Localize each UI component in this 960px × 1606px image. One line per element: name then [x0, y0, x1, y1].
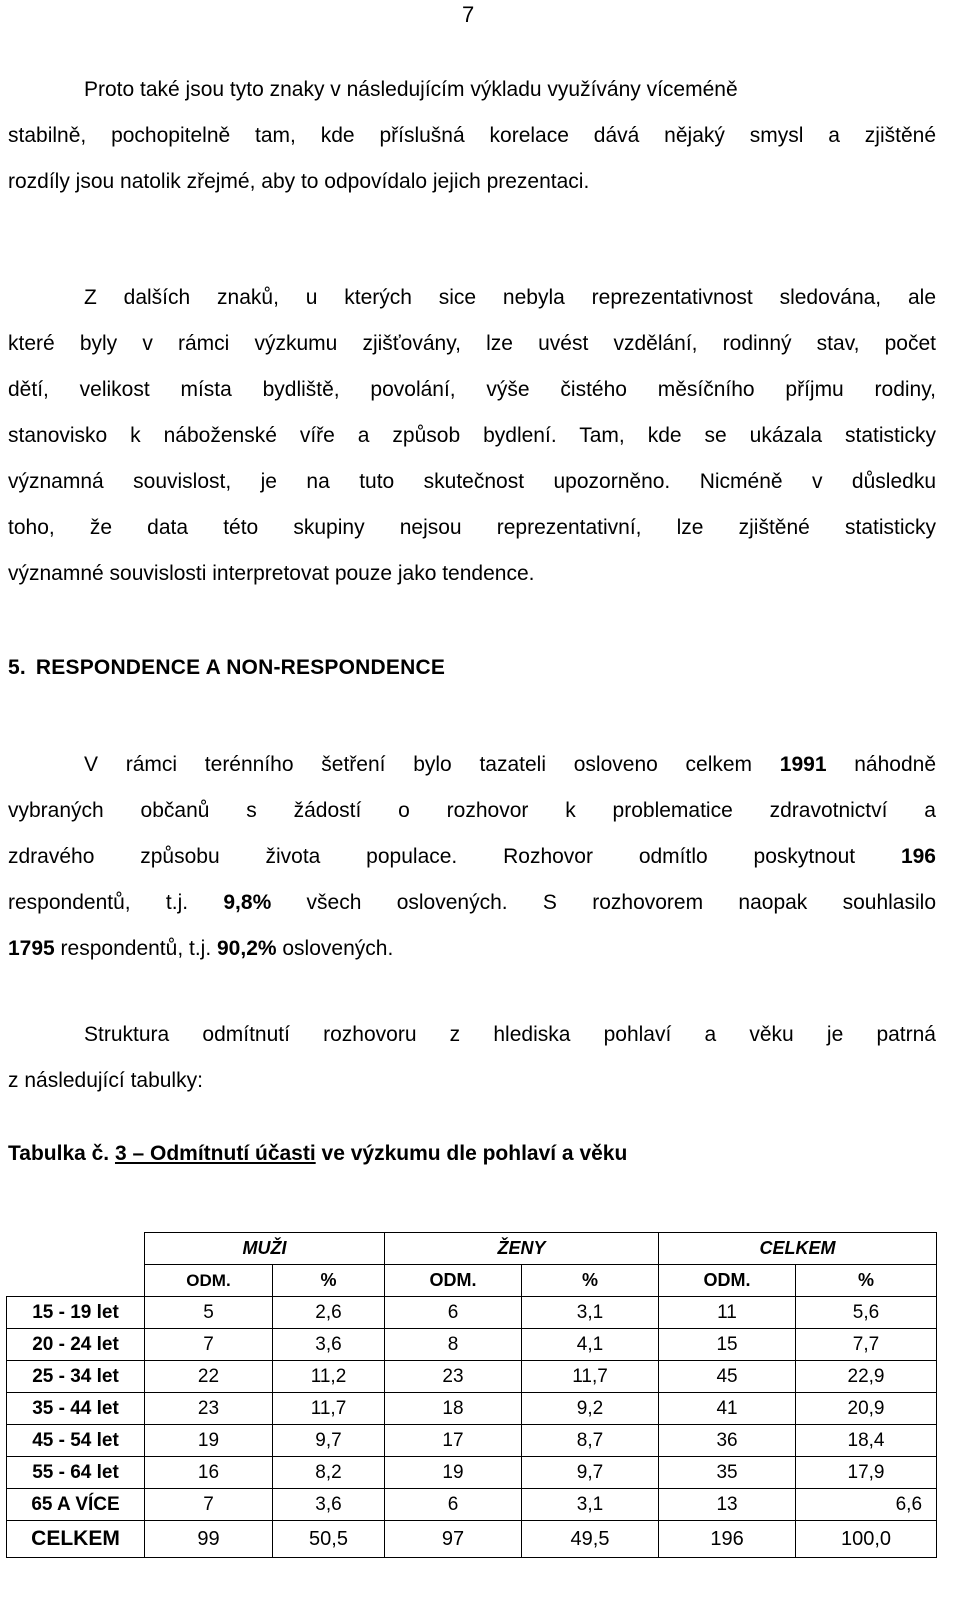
paragraph-line: [8, 926, 936, 972]
paragraph-line: stabilně, pochopitelně tam, kde příslušná korelace dává nějaký smysl a zjištěné: [8, 124, 936, 147]
table-row: [7, 1361, 937, 1393]
row-label: 45 - 54 let: [7, 1425, 145, 1457]
table-cell: 4,1: [522, 1329, 659, 1361]
row-label: 55 - 64 let: [7, 1457, 145, 1489]
row-label: 35 - 44 let: [7, 1393, 145, 1425]
table-cell: 35: [659, 1457, 796, 1489]
table-subheader: ODM.: [145, 1265, 273, 1297]
table-cell: 22,9: [796, 1361, 937, 1393]
row-label: 20 - 24 let: [7, 1329, 145, 1361]
table-cell: 17: [385, 1425, 522, 1457]
paragraph-line: Struktura odmítnutí rozhovoru z hlediska pohlaví a věku je patrná: [84, 1023, 936, 1046]
table-caption: [8, 1142, 627, 1166]
bold-number: 1991: [779, 753, 827, 776]
table-cell: 9,2: [522, 1393, 659, 1425]
table-subheader: %: [522, 1265, 659, 1297]
paragraph-line: vybraných občanů s žádostí o rozhovor k problematice zdravotnictví a: [8, 799, 936, 822]
table-cell: 100,0: [796, 1521, 937, 1558]
table-cell: 5,6: [796, 1297, 937, 1329]
text-run: respondentů, t.j.: [54, 937, 217, 960]
text-run: oslovených.: [276, 937, 394, 960]
table-cell: 6,6: [796, 1489, 937, 1521]
row-label: 25 - 34 let: [7, 1361, 145, 1393]
table-cell: 41: [659, 1393, 796, 1425]
table-cell: 23: [385, 1361, 522, 1393]
bold-number: 9,8%: [223, 891, 272, 914]
caption-underlined: 3 – Odmítnutí účasti: [114, 1142, 316, 1165]
page-number: 7: [462, 2, 475, 27]
paragraph-line: dětí, velikost místa bydliště, povolání, výše čistého měsíčního příjmu rodiny,: [8, 378, 936, 401]
table-cell: 11,7: [522, 1361, 659, 1393]
table-cell: 6: [385, 1489, 522, 1521]
table-group-header-row: [7, 1233, 937, 1265]
table-subheader-row: [7, 1265, 937, 1297]
table-group-header: MUŽI: [145, 1233, 385, 1265]
section-number: 5.: [8, 656, 26, 679]
table-cell: 22: [145, 1361, 273, 1393]
paragraph-other-traits: [8, 275, 936, 597]
paragraph-line: Proto také jsou tyto znaky v následujícím výkladu využívány víceméně: [84, 78, 738, 101]
table-subheader: %: [273, 1265, 385, 1297]
paragraph-line: [8, 880, 936, 926]
table-cell: 3,6: [273, 1489, 385, 1521]
table-row: [7, 1329, 937, 1361]
table-cell: 45: [659, 1361, 796, 1393]
table-cell: 3,6: [273, 1329, 385, 1361]
table-cell: 15: [659, 1329, 796, 1361]
bold-number: 90,2%: [217, 937, 277, 960]
table-cell: 8: [385, 1329, 522, 1361]
table-cell: 7,7: [796, 1329, 937, 1361]
text-run: náhodně: [826, 753, 937, 776]
paragraph-line: [8, 834, 936, 880]
text-run: zdravého způsobu života populace. Rozhovor odmítlo poskytnout: [8, 845, 901, 868]
paragraph-line: Z dalších znaků, u kterých sice nebyla reprezentativnost sledována, ale: [84, 286, 936, 309]
table-cell: 50,5: [273, 1521, 385, 1558]
caption-prefix: Tabulka č.: [8, 1142, 115, 1165]
table-cell: 11,2: [273, 1361, 385, 1393]
table-cell: 16: [145, 1457, 273, 1489]
paragraph-table-intro: [8, 1012, 936, 1104]
table-cell: 8,7: [522, 1425, 659, 1457]
table-cell: 8,2: [273, 1457, 385, 1489]
table-cell: 18: [385, 1393, 522, 1425]
table-row: [7, 1393, 937, 1425]
table-cell: 2,6: [273, 1297, 385, 1329]
refusal-table: [6, 1232, 937, 1558]
paragraph-line: významné souvislosti interpretovat pouze jako tendence.: [8, 562, 535, 585]
table-row: [7, 1425, 937, 1457]
table-subheader: ODM.: [385, 1265, 522, 1297]
paragraph-line: [8, 742, 936, 788]
row-label: 65 A VÍCE: [7, 1489, 145, 1521]
table-row: [7, 1297, 937, 1329]
paragraph-fieldwork: [8, 742, 936, 972]
table-cell: 13: [659, 1489, 796, 1521]
caption-suffix: ve výzkumu dle pohlaví a věku: [315, 1142, 628, 1165]
table-cell: 23: [145, 1393, 273, 1425]
paragraph-line: které byly v rámci výzkumu zjišťovány, lze uvést vzdělání, rodinný stav, počet: [8, 332, 936, 355]
table-cell: 7: [145, 1329, 273, 1361]
table-subheader: ODM.: [659, 1265, 796, 1297]
table-corner-cell: [7, 1233, 145, 1297]
table-cell: 36: [659, 1425, 796, 1457]
table-cell: 97: [385, 1521, 522, 1558]
table-cell: 49,5: [522, 1521, 659, 1558]
table-cell: 17,9: [796, 1457, 937, 1489]
table-cell: 9,7: [273, 1425, 385, 1457]
table-group-header: CELKEM: [659, 1233, 937, 1265]
table-cell: 5: [145, 1297, 273, 1329]
paragraph-line: rozdíly jsou natolik zřejmé, aby to odpovídalo jejich prezentaci.: [8, 170, 590, 193]
table-cell: 3,1: [522, 1489, 659, 1521]
paragraph-usage-of-traits: [8, 67, 936, 205]
table-subheader: %: [796, 1265, 937, 1297]
table-cell: 11: [659, 1297, 796, 1329]
bold-number: 196: [900, 845, 936, 868]
paragraph-line: významná souvislost, je na tuto skutečnost upozorněno. Nicméně v důsledku: [8, 470, 936, 493]
table-row: [7, 1489, 937, 1521]
table-cell: 7: [145, 1489, 273, 1521]
table-row: [7, 1457, 937, 1489]
table-cell: 20,9: [796, 1393, 937, 1425]
table-cell: 6: [385, 1297, 522, 1329]
text-run: respondentů, t.j.: [8, 891, 224, 914]
table-cell: 99: [145, 1521, 273, 1558]
table-cell: 196: [659, 1521, 796, 1558]
paragraph-line: z následující tabulky:: [8, 1069, 203, 1092]
text-run: V rámci terénního šetření bylo tazateli osloveno celkem: [84, 753, 780, 776]
table-cell: 9,7: [522, 1457, 659, 1489]
table-total-row: [7, 1521, 937, 1558]
table-group-header: ŽENY: [385, 1233, 659, 1265]
bold-number: 1795: [8, 937, 55, 960]
table-cell: 3,1: [522, 1297, 659, 1329]
paragraph-line: stanovisko k náboženské víře a způsob bydlení. Tam, kde se ukázala statisticky: [8, 424, 936, 447]
total-label: CELKEM: [7, 1521, 145, 1558]
table-cell: 18,4: [796, 1425, 937, 1457]
section-title: RESPONDENCE A NON-RESPONDENCE: [35, 656, 446, 679]
table-cell: 19: [145, 1425, 273, 1457]
row-label: 15 - 19 let: [7, 1297, 145, 1329]
paragraph-line: toho, že data této skupiny nejsou reprezentativní, lze zjištěné statisticky: [8, 516, 936, 539]
section-heading: [8, 656, 445, 680]
text-run: všech oslovených. S rozhovorem naopak souhlasilo: [271, 891, 936, 914]
table-cell: 19: [385, 1457, 522, 1489]
table-cell: 11,7: [273, 1393, 385, 1425]
